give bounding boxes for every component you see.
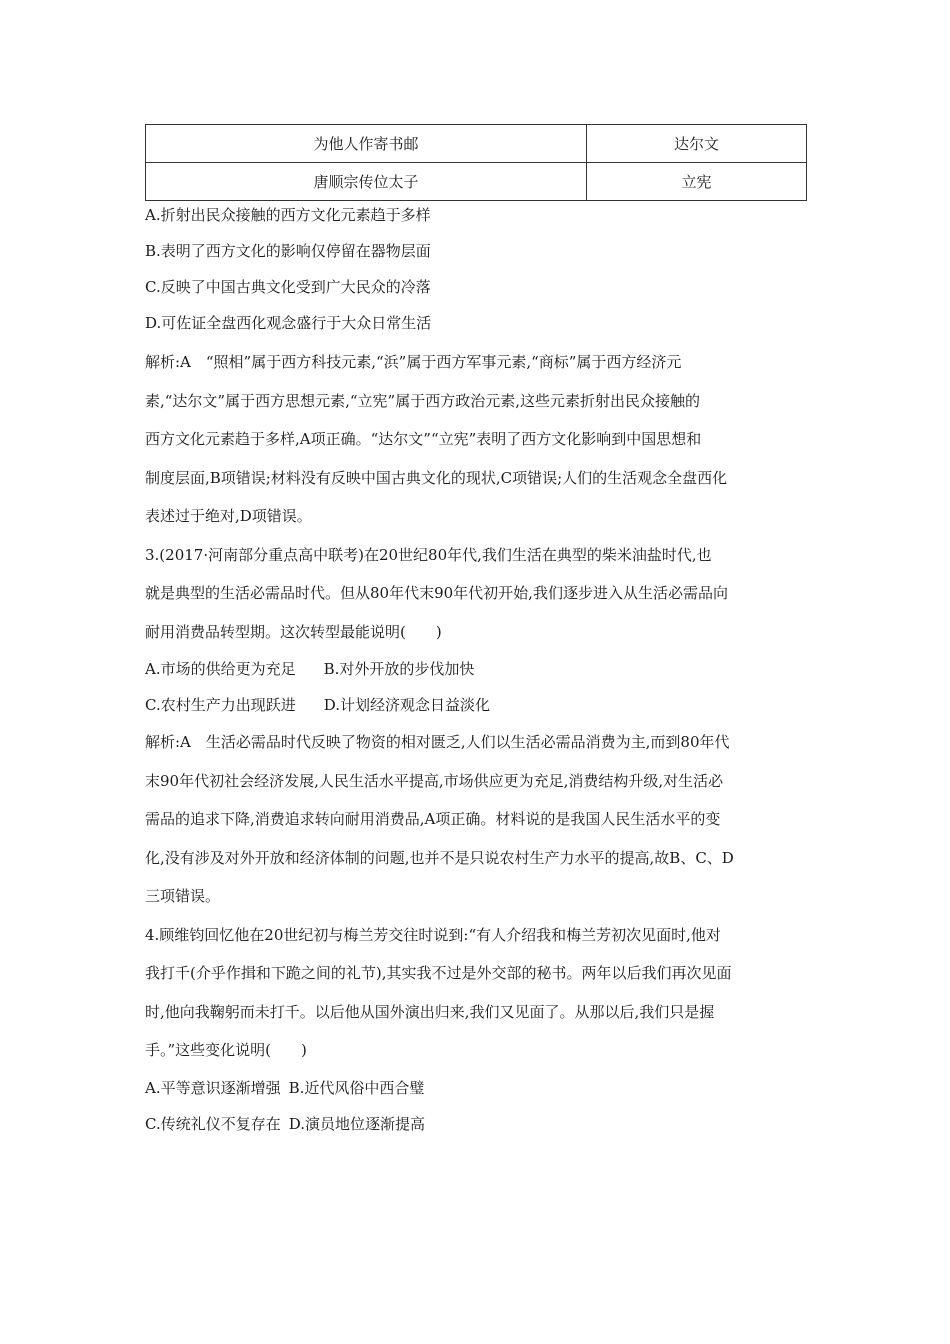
q3-analysis: [145, 723, 810, 916]
q3-option-a: A.市场的供给更为充足: [145, 660, 296, 678]
analysis-line: 制度层面,B项错误;材料没有反映中国古典文化的现状,C项错误;人们的生活观念全盘西化: [145, 468, 728, 487]
analysis-line: 西方文化元素趋于多样,A项正确。“达尔文”“立宪”表明了西方文化影响到中国思想和: [145, 430, 702, 448]
q2-option-d: D.可佐证全盘西化观念盛行于大众日常生活: [145, 314, 432, 332]
q4-option-c: C.传统礼仪不复存在: [145, 1114, 281, 1133]
question-line: 4.顾维钧回忆他在20世纪初与梅兰芳交往时说到:“有人介绍我和梅兰芳初次见面时,他对: [145, 925, 721, 944]
table-cell: 达尔文: [587, 125, 807, 163]
question-line: 就是典型的生活必需品时代。但从80年代末90年代初开始,我们逐步进入从生活必需品向: [145, 584, 728, 602]
q3-option-d: D.计划经济观念日益淡化: [323, 696, 490, 714]
q3-options-row: [145, 651, 810, 687]
analysis-line: 素,“达尔文”属于西方思想元素,“立宪”属于西方政治元素,这些元素折射出民众接触的: [145, 391, 700, 410]
q4-option-d: D.演员地位逐渐提高: [288, 1114, 425, 1133]
q4-options-row: [145, 1070, 810, 1106]
q3-stem: [145, 536, 810, 652]
q4-option-a: A.平等意识逐渐增强: [145, 1078, 281, 1097]
analysis-line: 表述过于绝对,D项错误。: [145, 507, 312, 525]
q2-option-b: B.表明了西方文化的影响仅停留在器物层面: [145, 242, 431, 260]
analysis-line: 解析:A “照相”属于西方科技元素,“浜”属于西方军事元素,“商标”属于西方经济元: [145, 353, 682, 371]
question-line: 手。”这些变化说明( ): [145, 1041, 307, 1059]
table-cell: 立宪: [587, 163, 807, 201]
question-line: 我打千(介乎作揖和下跪之间的礼节),其实我不过是外交部的秘书。两年以后我们再次见面: [145, 964, 732, 982]
q4-options-row: [145, 1106, 810, 1142]
q4-options: [145, 1070, 810, 1142]
analysis-line: 解析:A 生活必需品时代反映了物资的相对匮乏,人们以生活必需品消费为主,而到80年代: [145, 733, 730, 751]
q2-option-c: C.反映了中国古典文化受到广大民众的冷落: [145, 278, 431, 296]
q3-option-b: B.对外开放的步伐加快: [323, 660, 475, 678]
q4-stem: [145, 916, 810, 1070]
q2-analysis: [145, 343, 810, 536]
q4-option-b: B.近代风俗中西合璧: [288, 1078, 425, 1097]
table-cell: 唐顺宗传位太子: [146, 163, 587, 201]
q3-option-c: C.农村生产力出现跃进: [145, 696, 296, 714]
q2-options: [145, 197, 810, 341]
q2-option-a: A.折射出民众接触的西方文化元素趋于多样: [145, 206, 431, 224]
question-line: 3.(2017·河南部分重点高中联考)在20世纪80年代,我们生活在典型的柴米油盐时代,也: [145, 545, 712, 564]
table-row: [146, 163, 807, 201]
question-line: 耐用消费品转型期。这次转型最能说明( ): [145, 622, 442, 641]
material-table: [145, 124, 807, 201]
question-line: 时,他向我鞠躬而未打千。以后他从国外演出归来,我们又见面了。从那以后,我们只是握: [145, 1002, 715, 1021]
q3-options: [145, 651, 810, 723]
table-cell: 为他人作寄书邮: [146, 125, 587, 163]
document-page: [145, 124, 810, 1142]
analysis-line: 末90年代初社会经济发展,人民生活水平提高,市场供应更为充足,消费结构升级,对生活必: [145, 771, 724, 790]
analysis-line: 化,没有涉及对外开放和经济体制的问题,也并不是只说农村生产力水平的提高,故B、C、D: [145, 848, 734, 867]
analysis-line: 需品的追求下降,消费追求转向耐用消费品,A项正确。材料说的是我国人民生活水平的变: [145, 810, 721, 828]
table-row: [146, 125, 807, 163]
q3-options-row: [145, 687, 810, 723]
analysis-line: 三项错误。: [145, 887, 221, 905]
